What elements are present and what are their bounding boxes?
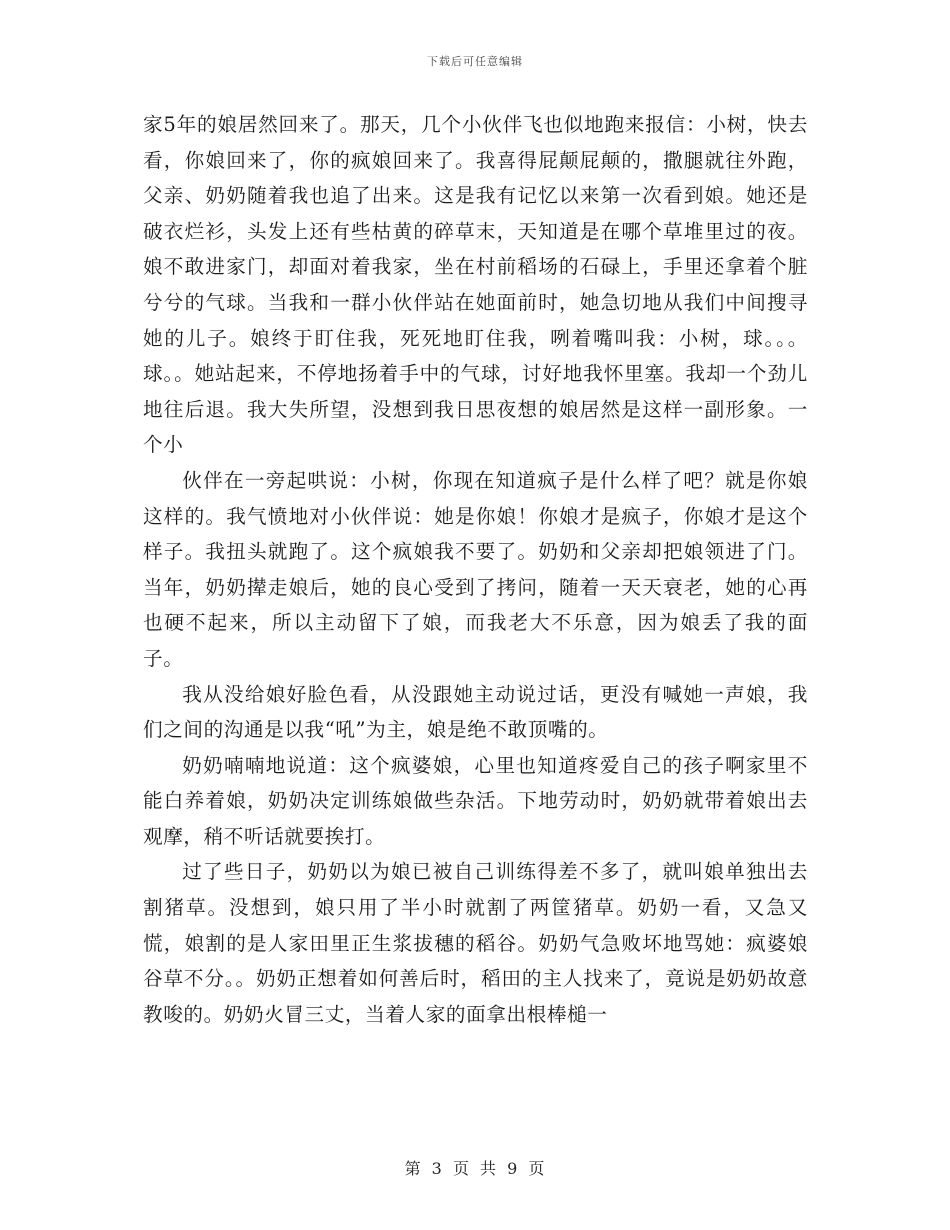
page-number-footer: 第 3 页 共 9 页 [404,1159,546,1178]
paragraph-4: 奶奶喃喃地说道：这个疯婆娘，心里也知道疼爱自己的孩子啊家里不能白养着娘，奶奶决定训练娘做些杂活。下地劳动时，奶奶就带着娘出去观摩，稍不听话就要挨打。 [143,753,808,848]
paragraph-5: 过了些日子，奶奶以为娘已被自己训练得差不多了，就叫娘单独出去割猪草。没想到，娘只用了半小时就割了两筐猪草。奶奶一看，又急又慌，娘割的是人家田里正生浆拔穗的稻谷。奶奶气急败坏地骂她：疯婆娘谷草不分。。奶奶正想着如何善后时，稻田的主人找来了，竟说是奶奶故意教唆的。奶奶火冒三丈，当着人家的面拿出根棒槌一 [143,860,808,1026]
paragraph-1: 家5年的娘居然回来了。那天，几个小伙伴飞也似地跑来报信：小树，快去看，你娘回来了，你的疯娘回来了。我喜得屁颠屁颠的，撒腿就往外跑，父亲、奶奶随着我也追了出来。这是我有记忆以来第一次看到娘。她还是破衣烂衫，头发上还有些枯黄的碎草末，天知道是在哪个草堆里过的夜。娘不敢进家门，却面对着我家，坐在村前稻场的石碌上，手里还拿着个脏兮兮的气球。当我和一群小伙伴站在她面前时，她急切地从我们中间搜寻她的儿子。娘终于盯住我，死死地盯住我，咧着嘴叫我：小树，球。。。球。。她站起来，不停地扬着手中的气球，讨好地我怀里塞。我却一个劲儿地往后退。我大失所望，没想到我日思夜想的娘居然是这样一副形象。一个小 [143,113,808,457]
page-header: 下载后可任意编辑 [427,55,523,68]
document-body [143,107,808,1032]
paragraph-2: 伙伴在一旁起哄说：小树，你现在知道疯子是什么样了吧？就是你娘这样的。我气愤地对小伙伴说：她是你娘！你娘才是疯子，你娘才是这个样子。我扭头就跑了。这个疯娘我不要了。奶奶和父亲却把娘领进了门。当年，奶奶撵走娘后，她的良心受到了拷问，随着一天天衰老，她的心再也硬不起来，所以主动留下了娘，而我老大不乐意，因为娘丢了我的面子。 [143,468,808,670]
paragraph-3: 我从没给娘好脸色看，从没跟她主动说过话，更没有喊她一声娘，我们之间的沟通是以我“吼”为主，娘是绝不敢顶嘴的。 [143,682,808,742]
